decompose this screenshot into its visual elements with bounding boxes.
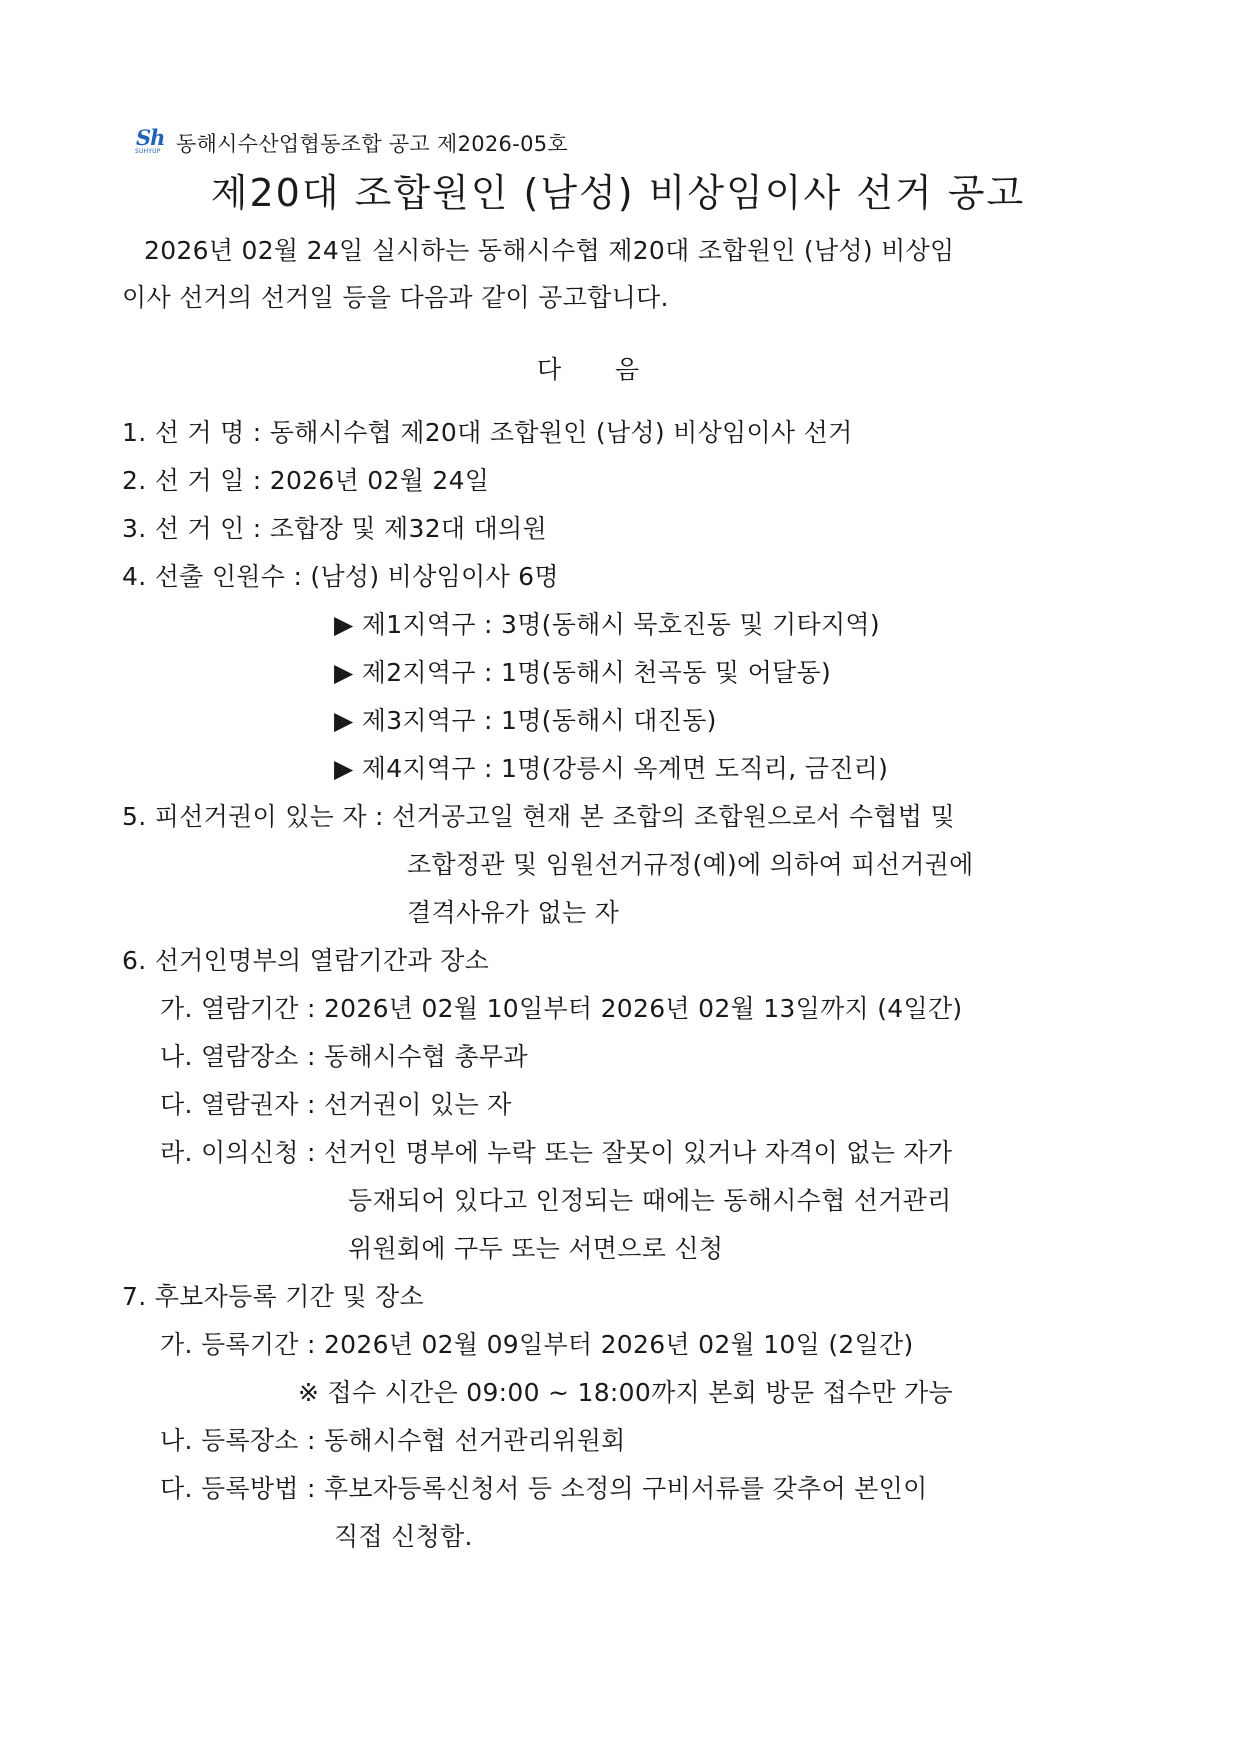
item-7c-method-cont: 직접 신청함. — [334, 1522, 473, 1551]
item-5-eligibility-cont-2: 결격사유가 없는 자 — [407, 898, 620, 927]
item-6c-eligible: 다. 열람권자 : 선거권이 있는 자 — [160, 1090, 512, 1119]
intro-line-2: 이사 선거의 선거일 등을 다음과 같이 공고합니다. — [122, 283, 669, 312]
logo-mark: Sh — [136, 125, 165, 150]
intro-line-1: 2026년 02월 24일 실시하는 동해시수협 제20대 조합원인 (남성) 비상임 — [144, 236, 955, 265]
page-title: 제20대 조합원인 (남성) 비상임이사 선거 공고 — [210, 171, 1026, 215]
notice-header — [134, 126, 568, 160]
notice-number: 동해시수산업협동조합 공고 제2026-05호 — [176, 132, 568, 156]
item-7c-method: 다. 등록방법 : 후보자등록신청서 등 소정의 구비서류를 갖추어 본인이 — [160, 1474, 928, 1503]
heading-eum: 음 — [615, 355, 640, 384]
item-6d-objection: 라. 이의신청 : 선거인 명부에 누락 또는 잘못이 있거나 자격이 없는 자가 — [160, 1138, 953, 1167]
item-2-election-date: 2. 선 거 일 : 2026년 02월 24일 — [122, 466, 490, 495]
item-5-eligibility: 5. 피선거권이 있는 자 : 선거공고일 현재 본 조합의 조합원으로서 수협법 및 — [122, 802, 955, 831]
item-7-note: ※ 접수 시간은 09:00 ~ 18:00까지 본회 방문 접수만 가능 — [298, 1378, 954, 1407]
item-3-electors: 3. 선 거 인 : 조합장 및 제32대 대의원 — [122, 514, 547, 543]
item-7b-place: 나. 등록장소 : 동해시수협 선거관리위원회 — [160, 1426, 626, 1455]
logo-subtext: SUHYUP — [135, 148, 161, 155]
item-6b-place: 나. 열람장소 : 동해시수협 총무과 — [160, 1042, 528, 1071]
item-4-seats: 4. 선출 인원수 : (남성) 비상임이사 6명 — [122, 562, 559, 591]
item-6d-objection-cont-1: 등재되어 있다고 인정되는 때에는 동해시수협 선거관리 — [348, 1186, 952, 1215]
heading-da: 다 — [537, 355, 562, 384]
item-6a-period: 가. 열람기간 : 2026년 02월 10일부터 2026년 02월 13일까지 (4일간) — [160, 994, 963, 1023]
suhyup-logo — [134, 127, 168, 159]
item-7a-period: 가. 등록기간 : 2026년 02월 09일부터 2026년 02월 10일 (2일간) — [160, 1330, 914, 1359]
district-2: ▶ 제2지역구 : 1명(동해시 천곡동 및 어달동) — [334, 658, 831, 687]
item-1-election-name: 1. 선 거 명 : 동해시수협 제20대 조합원인 (남성) 비상임이사 선거 — [122, 418, 853, 447]
district-4: ▶ 제4지역구 : 1명(강릉시 옥계면 도직리, 금진리) — [334, 754, 889, 783]
item-6d-objection-cont-2: 위원회에 구두 또는 서면으로 신청 — [348, 1234, 724, 1263]
district-3: ▶ 제3지역구 : 1명(동해시 대진동) — [334, 706, 717, 735]
item-6-roster-inspection: 6. 선거인명부의 열람기간과 장소 — [122, 946, 490, 975]
item-5-eligibility-cont-1: 조합정관 및 임원선거규정(예)에 의하여 피선거권에 — [407, 850, 974, 879]
item-7-candidate-registration: 7. 후보자등록 기간 및 장소 — [122, 1282, 424, 1311]
district-1: ▶ 제1지역구 : 3명(동해시 묵호진동 및 기타지역) — [334, 610, 880, 639]
